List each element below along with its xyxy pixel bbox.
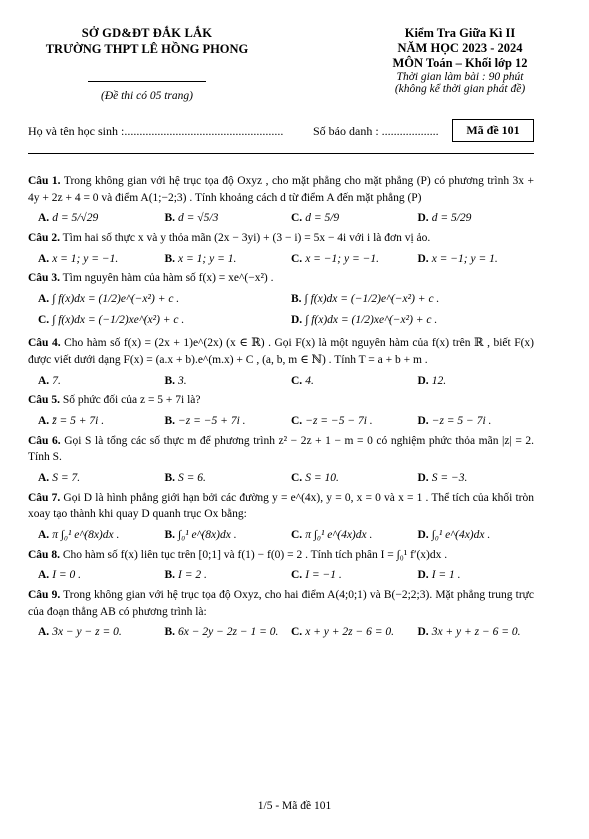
answer-option: [28, 210, 155, 227]
answer-option: [155, 624, 282, 641]
option-letter: B.: [164, 374, 176, 387]
option-letter: D.: [291, 313, 303, 326]
question-stem: [28, 490, 534, 523]
option-letter: C.: [291, 472, 303, 485]
question-9: [28, 587, 534, 641]
option-letter: B.: [164, 472, 176, 485]
option-letter: D.: [417, 529, 429, 542]
answer-options: [28, 413, 534, 430]
answer-option: [155, 251, 282, 268]
option-letter: A.: [38, 415, 50, 428]
option-letter: A.: [38, 472, 50, 485]
option-value: S = 7.: [52, 472, 81, 485]
question-1: [28, 173, 534, 227]
answer-option: [408, 567, 535, 584]
answer-option: [28, 291, 281, 308]
answer-option: [281, 527, 408, 544]
school-name: TRƯỜNG THPT LÊ HỒNG PHONG: [45, 42, 249, 56]
answer-option: [281, 291, 534, 308]
question-4: [28, 335, 534, 389]
answer-option: [281, 470, 408, 487]
option-letter: B.: [291, 293, 302, 306]
question-stem: [28, 173, 534, 206]
option-value: I = 0 .: [52, 569, 82, 582]
option-value: d = 5/9: [305, 212, 340, 225]
question-number: Câu 1.: [28, 175, 61, 187]
option-value: d = 5/√29: [52, 212, 99, 225]
answer-option: [408, 251, 535, 268]
answer-option: [28, 470, 155, 487]
answer-options: [28, 210, 534, 227]
option-value: ∫ f(x)dx = (1/2)xe^(−x²) + c .: [305, 313, 438, 326]
answer-option: [408, 624, 535, 641]
answer-option: [28, 312, 281, 329]
option-value: ∫₀¹ e^(8x)dx .: [178, 529, 237, 542]
option-value: 3.: [178, 374, 187, 387]
answer-options: [28, 470, 534, 487]
option-letter: A.: [38, 529, 50, 542]
answer-option: [281, 251, 408, 268]
subject: MÔN Toán – Khối lớp 12: [392, 56, 528, 70]
answer-option: [28, 373, 155, 390]
option-letter: C.: [291, 252, 303, 265]
school-year: NĂM HỌC 2023 - 2024: [397, 41, 523, 55]
question-text: Trong không gian với hệ trục tọa độ Oxyz , cho mặt phẳng cho mặt phẳng (P) có phương trình 3x + 4y + 2z + 4 = 0 và điểm A(1;−2;3) . Tính khoảng cách d từ điểm A đến mặt phẳng (P): [28, 175, 535, 204]
answer-option: [28, 567, 155, 584]
answer-option: [281, 624, 408, 641]
answer-option: [281, 567, 408, 584]
question-text: Gọi D là hình phẳng giới hạn bởi các đường y = e^(4x), y = 0, x = 0 và x = 1 . Thể tích của khối tròn xoay tạo thành khi quay D quanh trục Ox bằng:: [28, 491, 535, 521]
question-stem: [28, 270, 534, 287]
department-name: SỞ GD&ĐT ĐẮK LẮK: [81, 26, 213, 40]
answer-option: [155, 373, 282, 390]
question-8: [28, 547, 534, 584]
answer-option: [155, 413, 282, 430]
option-letter: C.: [291, 569, 303, 582]
option-value: x = 1; y = 1.: [178, 252, 237, 265]
question-number: Câu 6.: [28, 434, 61, 447]
question-stem: [28, 335, 534, 368]
student-id-field: Số báo danh : ...................: [313, 124, 439, 138]
question-text: Gọi S là tổng các số thực m để phương trình z² − 2z + 1 − m = 0 có nghiệm phức thỏa mãn |z| = 2. Tính S.: [28, 434, 535, 464]
question-stem: [28, 230, 534, 247]
option-letter: A.: [38, 252, 50, 265]
option-letter: C.: [38, 313, 50, 326]
time-note: (không kể thời gian phát đề): [394, 83, 526, 95]
answer-option: [281, 373, 408, 390]
option-value: ∫ f(x)dx = (−1/2)e^(−x²) + c .: [304, 293, 440, 306]
question-number: Câu 5.: [28, 394, 60, 407]
option-letter: D.: [417, 252, 429, 265]
option-value: −z = −5 − 7i .: [305, 415, 373, 428]
option-letter: A.: [38, 626, 50, 639]
option-value: d = √5/3: [178, 212, 219, 225]
question-stem: [28, 587, 534, 620]
student-name-field: Họ và tên học sinh :.....................................................: [28, 124, 284, 138]
answer-options: [28, 251, 534, 268]
answer-options: [28, 527, 534, 544]
option-letter: C.: [291, 212, 303, 225]
question-stem: [28, 433, 534, 466]
answer-option: [155, 567, 282, 584]
question-6: [28, 433, 534, 487]
question-number: Câu 8.: [28, 548, 60, 561]
answer-options: [28, 624, 534, 641]
question-5: [28, 392, 534, 429]
option-value: S = 6.: [178, 472, 206, 485]
question-3: [28, 270, 534, 332]
option-value: x = −1; y = −1.: [305, 252, 380, 265]
question-stem: [28, 392, 534, 409]
question-2: [28, 230, 534, 267]
option-value: x = −1; y = 1.: [431, 252, 498, 265]
option-value: 7.: [52, 374, 61, 387]
option-value: ∫ f(x)dx = (−1/2)xe^(x²) + c .: [52, 313, 185, 326]
option-letter: B.: [164, 569, 176, 582]
pages-note: (Đề thi có 05 trang): [101, 90, 193, 102]
question-text: Cho hàm số f(x) = (2x + 1)e^(2x) (x ∈ ℝ) . Gọi F(x) là một nguyên hàm của f(x) trên ℝ , biết F(x) được viết dưới dạng F(x) = (a.x + b).e^(m.x) + C , (a, b, m ∈ ℕ) . Tính T = a + b + m .: [28, 337, 535, 367]
answer-option: [28, 251, 155, 268]
question-text: Số phức đối của z = 5 + 7i là?: [62, 394, 201, 407]
question-text: Tìm nguyên hàm của hàm số f(x) = xe^(−x²) .: [62, 272, 274, 285]
option-letter: D.: [417, 374, 429, 387]
option-letter: B.: [164, 415, 176, 428]
option-value: 6x − 2y − 2z − 1 = 0.: [178, 626, 279, 639]
answer-option: [408, 527, 535, 544]
option-value: I = 1 .: [431, 569, 461, 582]
option-letter: D.: [417, 569, 429, 582]
answer-option: [155, 527, 282, 544]
exam-header: [350, 26, 570, 95]
question-list: [28, 173, 534, 644]
option-value: I = 2 .: [178, 569, 207, 582]
answer-option: [281, 413, 408, 430]
question-text: Cho hàm số f(x) liên tục trên [0;1] và f(1) − f(0) = 2 . Tính tích phân I = ∫₀¹ f′(x)dx .: [62, 548, 448, 561]
question-number: Câu 4.: [28, 337, 61, 350]
answer-option: [155, 470, 282, 487]
option-value: 3x − y − z = 0.: [52, 626, 122, 639]
option-letter: A.: [38, 569, 50, 582]
option-value: π ∫₀¹ e^(4x)dx .: [305, 529, 373, 542]
option-value: −z = 5 − 7i .: [431, 415, 492, 428]
option-value: z̄ = 5 + 7i .: [52, 415, 105, 428]
header-rule: [28, 153, 534, 154]
option-value: d = 5/29: [431, 212, 472, 225]
answer-options: [28, 373, 534, 390]
answer-option: [408, 413, 535, 430]
option-letter: B.: [164, 212, 176, 225]
option-letter: D.: [417, 415, 429, 428]
answer-option: [28, 624, 155, 641]
question-7: [28, 490, 534, 544]
exam-code-badge: Mã đề 101: [452, 119, 534, 142]
option-value: π ∫₀¹ e^(8x)dx .: [52, 529, 120, 542]
option-value: x + y + 2z − 6 = 0.: [305, 626, 395, 639]
option-value: 4.: [305, 374, 314, 387]
option-letter: A.: [38, 374, 50, 387]
option-letter: C.: [291, 529, 303, 542]
answer-options: [28, 291, 534, 332]
school-header: [22, 26, 272, 102]
question-number: Câu 2.: [28, 232, 60, 245]
answer-option: [281, 210, 408, 227]
exam-title: Kiểm Tra Giữa Kì II: [404, 26, 516, 40]
answer-option: [408, 373, 535, 390]
answer-options: [28, 567, 534, 584]
option-letter: A.: [38, 212, 50, 225]
answer-option: [281, 312, 534, 329]
header-divider: [88, 81, 206, 82]
option-value: −z = −5 + 7i .: [178, 415, 246, 428]
option-letter: D.: [417, 472, 429, 485]
option-letter: C.: [291, 374, 303, 387]
option-value: S = 10.: [305, 472, 339, 485]
option-letter: D.: [417, 626, 429, 639]
option-value: x = 1; y = −1.: [52, 252, 119, 265]
question-number: Câu 7.: [28, 491, 61, 504]
question-stem: [28, 547, 534, 564]
option-value: 12.: [431, 374, 447, 387]
option-value: I = −1 .: [305, 569, 342, 582]
answer-option: [155, 210, 282, 227]
question-text: Tìm hai số thực x và y thỏa mãn (2x − 3yi) + (3 − i) = 5x − 4i với i là đơn vị ảo.: [62, 232, 431, 245]
option-letter: B.: [164, 626, 176, 639]
option-value: S = −3.: [431, 472, 468, 485]
option-letter: C.: [291, 626, 303, 639]
question-text: Trong không gian với hệ trục tọa độ Oxyz, cho hai điểm A(4;0;1) và B(−2;2;3). Mặt phẳng trung trực của đoạn thẳng AB có phương trình là:: [28, 589, 534, 618]
option-letter: C.: [291, 415, 303, 428]
option-value: ∫₀¹ e^(4x)dx .: [431, 529, 491, 542]
answer-option: [408, 470, 535, 487]
answer-option: [28, 527, 155, 544]
option-value: 3x + y + z − 6 = 0.: [431, 626, 521, 639]
time-limit: Thời gian làm bài : 90 phút: [396, 71, 524, 83]
option-letter: D.: [417, 212, 429, 225]
answer-option: [408, 210, 535, 227]
answer-option: [28, 413, 155, 430]
option-letter: A.: [38, 293, 50, 306]
option-value: ∫ f(x)dx = (1/2)e^(−x²) + c .: [52, 293, 180, 306]
page-footer: 1/5 - Mã đề 101: [257, 800, 332, 812]
option-letter: B.: [164, 529, 176, 542]
question-number: Câu 9.: [28, 589, 61, 602]
option-letter: B.: [164, 252, 176, 265]
question-number: Câu 3.: [28, 272, 60, 285]
